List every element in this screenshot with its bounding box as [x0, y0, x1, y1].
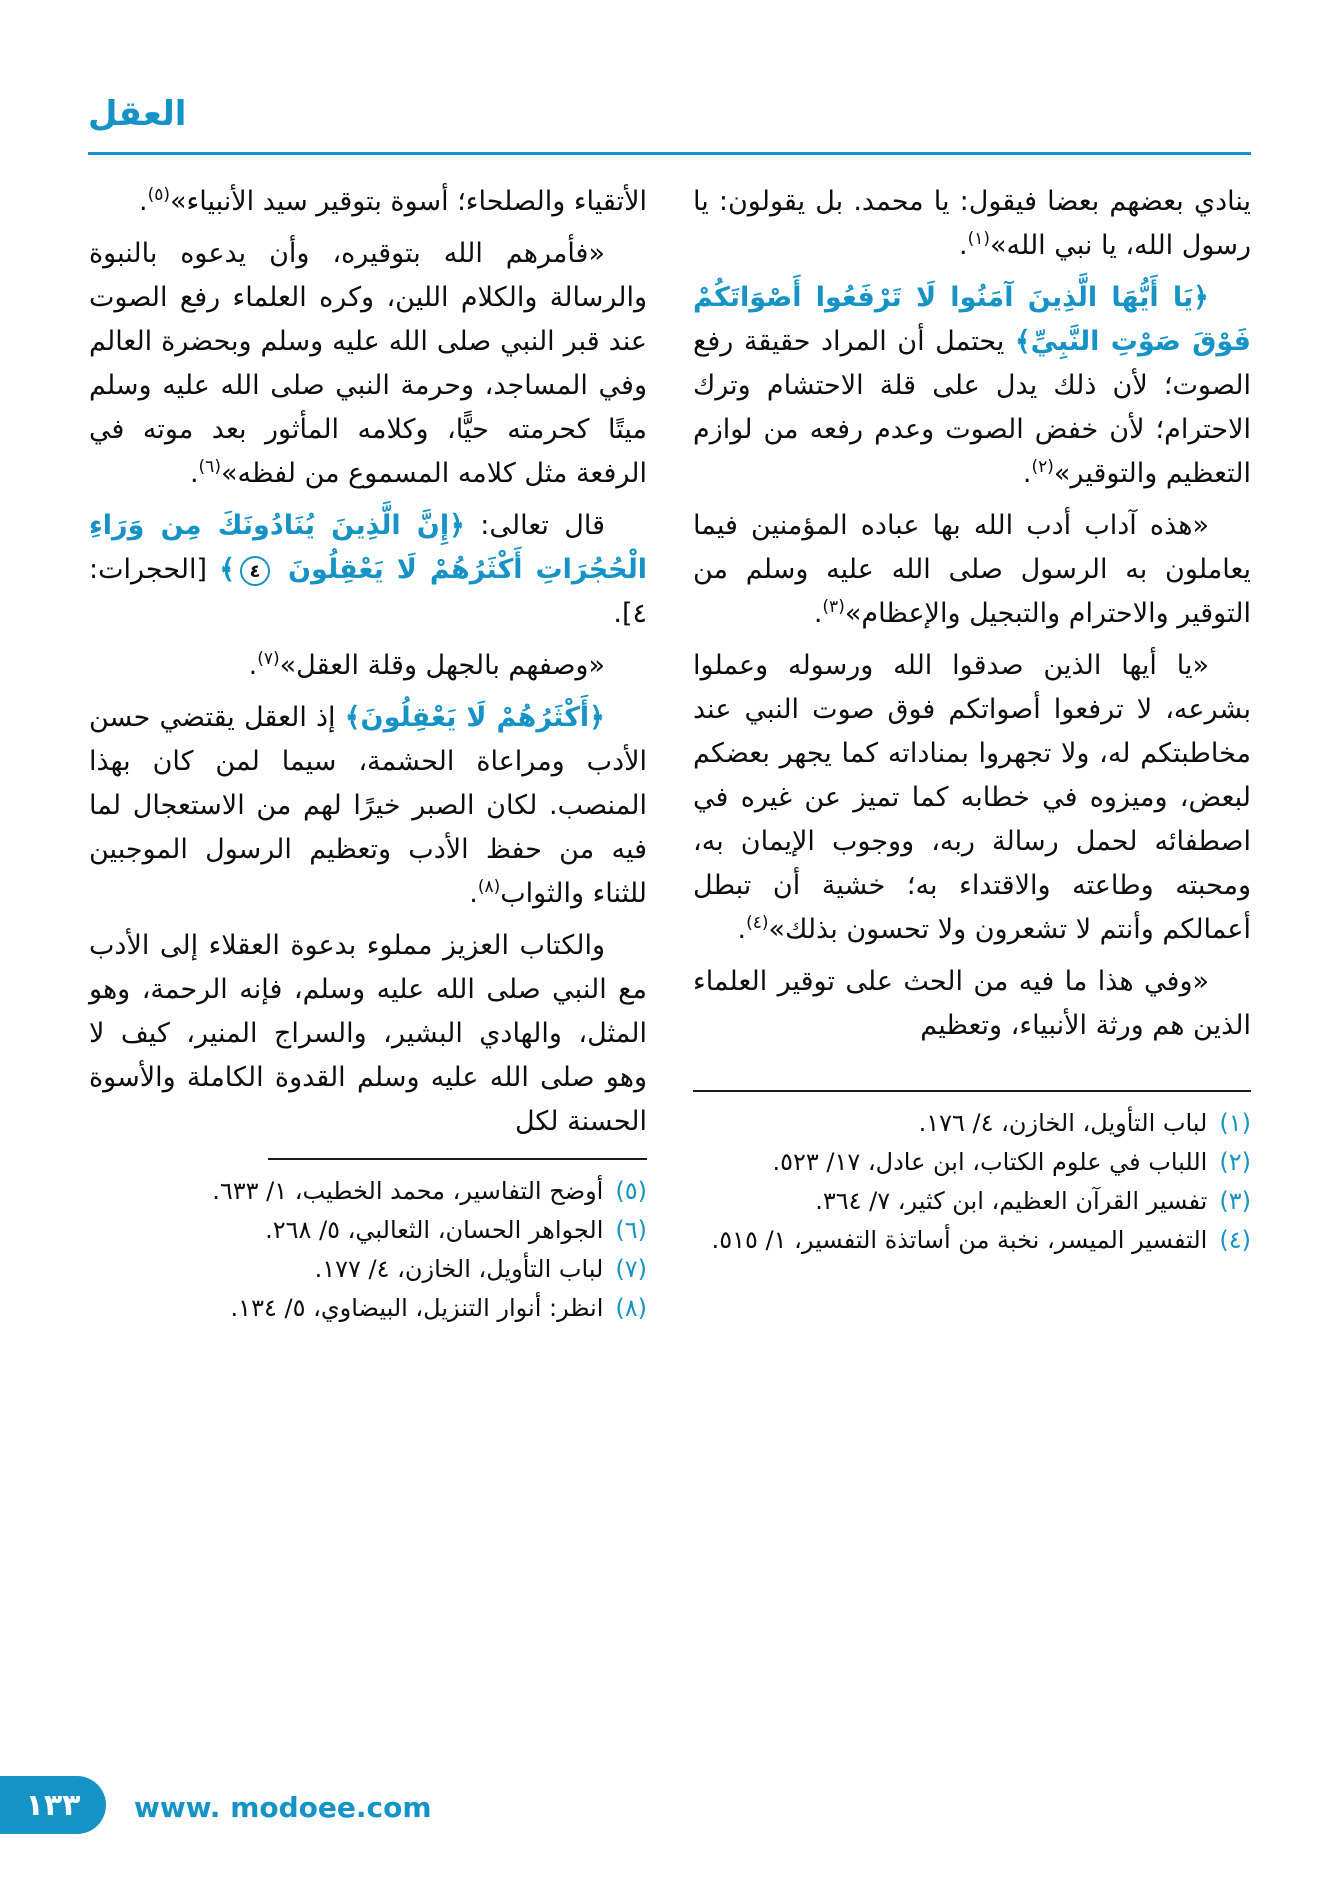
footnote-text: التفسير الميسر، نخبة من أساتذة التفسير، ١/ ٥١٥. [711, 1226, 1208, 1254]
body-text: «وصفهم بالجهل وقلة العقل» [279, 650, 605, 681]
footnote [89, 1172, 647, 1211]
paragraph [89, 504, 647, 636]
footnote-number: (١) [1219, 1109, 1251, 1137]
footnote [693, 1221, 1251, 1260]
footnote-number: (٢) [1219, 1148, 1251, 1176]
page-number-badge [0, 1776, 106, 1834]
body-text: . [248, 650, 258, 681]
body-text: «هذه آداب أدب الله بها عباده المؤمنين فيما يعاملون به الرسول صلى الله عليه وسلم من التوقير والاحترام والتبجيل والإعظام» [693, 510, 1251, 629]
body-text: . [1022, 458, 1032, 489]
page-content [88, 180, 1251, 1328]
footnote-divider [693, 1090, 1251, 1092]
footnote-ref: (٣) [822, 597, 845, 617]
column-left [89, 180, 647, 1328]
quran-verse-close: ﴾ [219, 554, 236, 585]
body-text: ينادي بعضهم بعضا فيقول: يا محمد. بل يقولون: يا رسول الله، يا نبي الله» [693, 186, 1251, 261]
footnote-number: (٦) [615, 1216, 647, 1244]
footnote-number: (٧) [615, 1255, 647, 1283]
body-text: . [737, 914, 747, 945]
footnote-text: الجواهر الحسان، الثعالبي، ٥/ ٢٦٨. [265, 1216, 604, 1244]
paragraph [693, 276, 1251, 496]
quran-verse: ﴿يَا أَيُّهَا الَّذِينَ آمَنُوا لَا تَرْفَعُوا أَصْوَاتَكُمْ فَوْقَ صَوْتِ النَّبِيِّ﴾ [693, 282, 1251, 357]
footnote [89, 1250, 647, 1289]
body-text: قال تعالى: [464, 510, 605, 541]
footnote [693, 1182, 1251, 1221]
footnote-ref: (١) [967, 229, 991, 249]
body-text: «يا أيها الذين صدقوا الله ورسوله وعملوا بشرعه، لا ترفعوا أصواتكم فوق صوت النبي عند مخاطبتكم له، ولا تجهروا بمناداته كما يجهر بعضكم لبعض، وميزوه في خطابه كما تميز عن غيره في اصطفائه لحمل رسالة ربه، ووجوب الإيمان به، ومحبته وطاعته والاقتداء به؛ خشية أن تبطل أعمالكم وأنتم لا تشعرون ولا تحسون بذلك» [693, 650, 1251, 945]
footnote-divider [268, 1158, 647, 1160]
quran-verse: ﴿أَكْثَرُهُمْ لَا يَعْقِلُونَ﴾ [344, 702, 605, 733]
quran-verse: ﴿إِنَّ الَّذِينَ يُنَادُونَكَ مِن وَرَاءِ الْحُجُرَاتِ أَكْثَرُهُمْ لَا يَعْقِلُونَ [89, 510, 648, 585]
footnote-text: انظر: أنوار التنزيل، البيضاوي، ٥/ ١٣٤. [230, 1294, 604, 1322]
footnote-ref: (٧) [257, 649, 280, 669]
paragraph [89, 180, 647, 224]
header-divider [88, 152, 1251, 155]
footnote-ref: (٤) [746, 913, 769, 933]
paragraph [693, 180, 1251, 268]
body-text: . [813, 598, 823, 629]
body-text: والكتاب العزيز مملوء بدعوة العقلاء إلى الأدب مع النبي صلى الله عليه وسلم، فإنه الرحمة، وهو المثل، والهادي البشير، والسراج المنير، كيف لا وهو صلى الله عليه وسلم القدوة الكاملة والأسوة الحسنة لكل [89, 930, 647, 1137]
footnote-ref: (٨) [477, 877, 501, 897]
footnotes-section-right [693, 1090, 1251, 1260]
body-text: يحتمل أن المراد حقيقة رفع الصوت؛ لأن ذلك يدل على قلة الاحتشام وترك الاحترام؛ لأن خفض الصوت وعدم رفعه من لوازم التعظيم والتوقير» [693, 326, 1251, 489]
paragraph [89, 232, 647, 496]
footnote-number: (٥) [615, 1177, 647, 1205]
footnote-ref: (٦) [198, 457, 221, 477]
paragraph [89, 924, 647, 1144]
body-text: . [139, 186, 148, 217]
verse-citation: [الحجرات: ٤]. [89, 554, 647, 629]
footnote [89, 1289, 647, 1328]
footnote-number: (٨) [615, 1294, 647, 1322]
paragraph [89, 644, 647, 688]
running-head: العقل [88, 94, 187, 134]
body-text: . [469, 878, 478, 909]
paragraph [693, 644, 1251, 952]
footnote-text: لباب التأويل، الخازن، ٤/ ١٧٧. [314, 1255, 604, 1283]
footnote [693, 1104, 1251, 1143]
paragraph [89, 696, 647, 916]
paragraph [693, 504, 1251, 636]
body-text: . [189, 458, 199, 489]
footnote [89, 1211, 647, 1250]
body-text: إذ العقل يقتضي حسن الأدب ومراعاة الحشمة، سيما لمن كان بهذا المنصب. لكان الصبر خيرًا لهم من الاستعجال لما فيه من حفظ الأدب وتعظيم الرسول الموجبين للثناء والثواب [89, 702, 647, 909]
body-text: . [959, 230, 968, 261]
body-text: «فأمرهم الله بتوقيره، وأن يدعوه بالنبوة والرسالة والكلام اللين، وكره العلماء رفع الصوت عند قبر النبي صلى الله عليه وسلم وبحضرة العالم وفي المساجد، وحرمة النبي صلى الله عليه وسلم ميتًا كحرمته حيًّا، وكلامه المأثور بعد موته في الرفعة مثل كلامه المسموع من لفظه» [89, 238, 647, 489]
footnote-text: اللباب في علوم الكتاب، ابن عادل، ١٧/ ٥٢٣. [772, 1148, 1208, 1176]
footnote-number: (٣) [1219, 1187, 1251, 1215]
footnotes-section-left [89, 1158, 647, 1328]
footnote [693, 1143, 1251, 1182]
website-link[interactable]: www. modoee.com [134, 1791, 432, 1824]
footnote-text: أوضح التفاسير، محمد الخطيب، ١/ ٦٣٣. [212, 1177, 604, 1205]
footnote-ref: (٥) [147, 185, 171, 205]
footnote-text: لباب التأويل، الخازن، ٤/ ١٧٦. [918, 1109, 1208, 1137]
body-text: «وفي هذا ما فيه من الحث على توقير العلماء الذين هم ورثة الأنبياء، وتعظيم [693, 966, 1251, 1041]
footnote-text: تفسير القرآن العظيم، ابن كثير، ٧/ ٣٦٤. [815, 1187, 1208, 1215]
paragraph [693, 960, 1251, 1048]
ayah-number-ornament: ٤ [240, 556, 270, 586]
footnote-number: (٤) [1219, 1226, 1251, 1254]
page-number: ١٣٣ [25, 1787, 81, 1823]
body-text: الأتقياء والصلحاء؛ أسوة بتوقير سيد الأنبياء» [170, 186, 647, 217]
column-right [693, 180, 1251, 1328]
footnote-ref: (٢) [1031, 457, 1054, 477]
